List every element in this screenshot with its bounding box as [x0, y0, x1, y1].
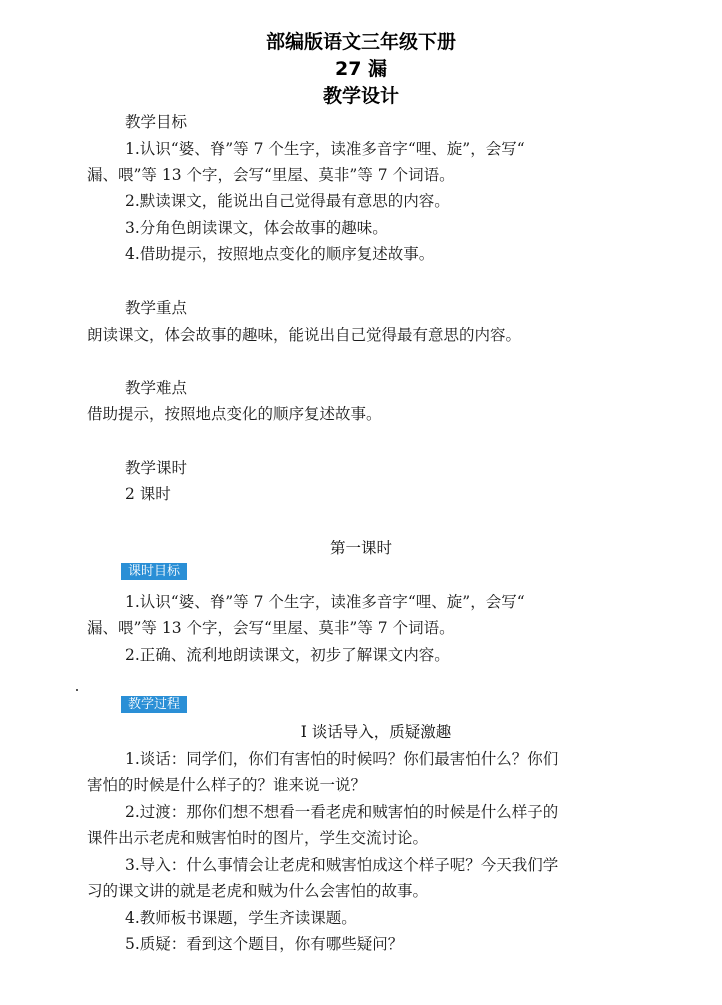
goal-item: 3.分角色朗读课文，体会故事的趣味。: [125, 219, 388, 237]
hours-text: 2 课时: [125, 485, 171, 503]
stray-mark: [76, 689, 78, 691]
goal-item: 2.默读课文，能说出自己觉得最有意思的内容。: [125, 192, 450, 210]
process-step: 5.质疑：看到这个题目，你有哪些疑问？: [125, 935, 404, 953]
document-subtitle: 教学设计: [322, 85, 399, 107]
process-tag: 教学过程: [121, 696, 187, 713]
first-lesson-title: 第一课时: [329, 539, 392, 557]
process-step: 4.教师板书课题，学生齐读课题。: [125, 909, 357, 927]
lesson-goal-item: 1.认识“婆、脊”等 7 个生字，读准多音字“哩、旋”，会写“: [125, 593, 525, 611]
goal-item: 4.借助提示，按照地点变化的顺序复述故事。: [125, 245, 435, 263]
difficulties-heading: 教学难点: [125, 379, 188, 397]
process-step: 害怕的时候是什么样子的？谁来说一说？: [87, 776, 367, 794]
process-step: 习的课文讲的就是老虎和贼为什么会害怕的故事。: [87, 882, 429, 900]
lesson-goal-item: 漏、喂”等 13 个字，会写“里屋、莫非”等 7 个词语。: [87, 619, 455, 637]
goal-item: 漏、喂”等 13 个字，会写“里屋、莫非”等 7 个词语。: [87, 166, 455, 184]
process-step: 3.导入：什么事情会让老虎和贼害怕成这个样子呢？今天我们学: [125, 856, 559, 874]
difficulties-text: 借助提示，按照地点变化的顺序复述故事。: [87, 405, 382, 423]
key-points-text: 朗读课文，体会故事的趣味，能说出自己觉得最有意思的内容。: [87, 326, 522, 344]
lesson-goal-item: 2.正确、流利地朗读课文，初步了解课文内容。: [125, 646, 450, 664]
part-title: Ⅰ 谈话导入，质疑激趣: [300, 723, 452, 741]
goal-item: 1.认识“婆、脊”等 7 个生字，读准多音字“哩、旋”，会写“: [125, 140, 525, 158]
lesson-title: 27 漏: [334, 58, 388, 80]
document-title: 部编版语文三年级下册: [265, 31, 456, 53]
lesson-goal-tag: 课时目标: [121, 563, 187, 580]
goals-heading: 教学目标: [125, 113, 188, 131]
process-step: 2.过渡：那你们想不想看一看老虎和贼害怕的时候是什么样子的: [125, 803, 559, 821]
process-step: 课件出示老虎和贼害怕时的图片，学生交流讨论。: [87, 829, 429, 847]
key-points-heading: 教学重点: [125, 299, 188, 317]
hours-heading: 教学课时: [125, 459, 188, 477]
process-step: 1.谈话：同学们，你们有害怕的时候吗？你们最害怕什么？你们: [125, 750, 559, 768]
